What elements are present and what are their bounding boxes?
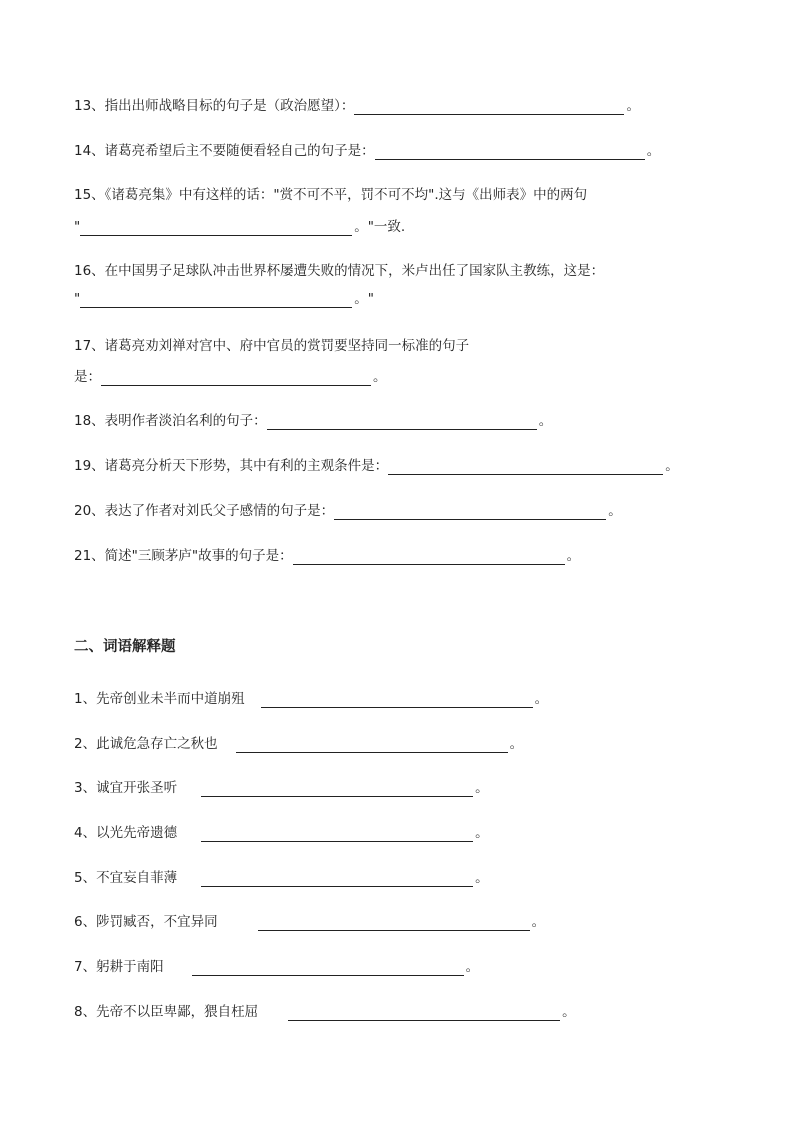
answer-blank-vocab-2[interactable] [236, 739, 508, 753]
question-21-text: 21、简述"三顾茅庐"故事的句子是： [74, 548, 293, 564]
question-18-end: 。 [538, 413, 553, 429]
question-15-text: 15、《诸葛亮集》中有这样的话："赏不可不平，罚不可不均".这与《出师表》中的两句 [74, 187, 588, 203]
question-17-end: 。 [373, 369, 387, 385]
vocab-item-4 [74, 824, 489, 842]
answer-blank-vocab-6[interactable] [258, 917, 530, 931]
question-16-open-quote: " [74, 291, 81, 307]
question-16-end: 。" [354, 291, 374, 307]
vocab-item-end: 。 [562, 1004, 576, 1020]
question-17-line1 [74, 337, 469, 355]
question-20-text: 20、表达了作者对刘氏父子感情的句子是： [74, 503, 335, 519]
answer-blank-vocab-1[interactable] [261, 694, 533, 708]
vocab-item-text: 1、先帝创业未半而中道崩殂 [74, 691, 245, 707]
vocab-item-end: 。 [534, 691, 549, 707]
vocab-item-end: 。 [475, 870, 489, 886]
vocab-item-end: 。 [475, 780, 489, 796]
question-15-line2 [74, 218, 405, 236]
question-17-prefix: 是： [74, 369, 101, 385]
question-16-line1 [74, 262, 604, 280]
answer-blank-20[interactable] [334, 506, 606, 520]
answer-blank-16[interactable] [80, 294, 352, 308]
answer-blank-15[interactable] [80, 222, 352, 236]
question-13-text: 13、指出出师战略目标的句子是（政治愿望）： [74, 98, 355, 114]
question-20-end: 。 [608, 503, 622, 519]
vocab-item-text: 4、以光先帝遗德 [74, 825, 178, 841]
answer-blank-13[interactable] [354, 101, 624, 115]
vocab-item-5 [74, 869, 489, 887]
vocab-item-text: 6、陟罚臧否，不宜异同 [74, 914, 218, 930]
answer-blank-17[interactable] [101, 372, 371, 386]
question-19 [74, 457, 679, 475]
vocab-item-text: 8、先帝不以臣卑鄙，猥自枉屈 [74, 1004, 259, 1020]
vocab-item-text: 7、躬耕于南阳 [74, 959, 164, 975]
vocab-item-text: 2、此诚危急存亡之秋也 [74, 736, 218, 752]
answer-blank-vocab-5[interactable] [201, 873, 473, 887]
question-14-text: 14、诸葛亮希望后主不要随便看轻自己的句子是： [74, 143, 375, 159]
vocab-item-text: 3、诚宜开张圣听 [74, 780, 178, 796]
question-14 [74, 142, 660, 160]
vocab-item-2 [74, 735, 523, 753]
question-13 [74, 97, 640, 115]
vocab-item-end: 。 [509, 736, 524, 752]
question-17-line2 [74, 368, 387, 386]
vocab-item-8 [74, 1003, 576, 1021]
answer-blank-14[interactable] [375, 146, 645, 160]
question-21-end: 。 [566, 548, 581, 564]
answer-blank-21[interactable] [293, 551, 565, 565]
question-15-open-quote: " [74, 219, 81, 235]
question-15-line1 [74, 186, 587, 204]
vocab-item-7 [74, 958, 479, 976]
vocab-item-end: 。 [531, 914, 546, 930]
question-19-end: 。 [665, 458, 679, 474]
answer-blank-vocab-4[interactable] [201, 828, 473, 842]
answer-blank-vocab-8[interactable] [288, 1007, 560, 1021]
question-18-text: 18、表明作者淡泊名利的句子： [74, 413, 267, 429]
question-17-text: 17、诸葛亮劝刘禅对宫中、府中官员的赏罚要坚持同一标准的句子 [74, 338, 470, 354]
vocab-item-end: 。 [465, 959, 480, 975]
answer-blank-vocab-3[interactable] [201, 783, 473, 797]
question-21 [74, 547, 580, 565]
answer-blank-18[interactable] [267, 416, 537, 430]
question-19-text: 19、诸葛亮分析天下形势，其中有利的主观条件是： [74, 458, 389, 474]
question-15-end: 。"一致. [354, 219, 406, 235]
vocab-item-6 [74, 913, 545, 931]
question-16-text: 16、在中国男子足球队冲击世界杯屡遭失败的情况下，米卢出任了国家队主教练，这是： [74, 263, 605, 279]
answer-blank-vocab-7[interactable] [192, 962, 464, 976]
vocab-item-end: 。 [475, 825, 489, 841]
question-16-line2 [74, 290, 374, 308]
question-20 [74, 502, 622, 520]
vocab-item-text: 5、不宜妄自菲薄 [74, 870, 178, 886]
question-13-end: 。 [626, 98, 640, 114]
vocab-item-1 [74, 690, 548, 708]
question-18 [74, 412, 552, 430]
section-title: 二、词语解释题 [74, 639, 176, 655]
vocab-item-3 [74, 779, 489, 797]
answer-blank-19[interactable] [388, 461, 663, 475]
question-14-end: 。 [646, 143, 661, 159]
